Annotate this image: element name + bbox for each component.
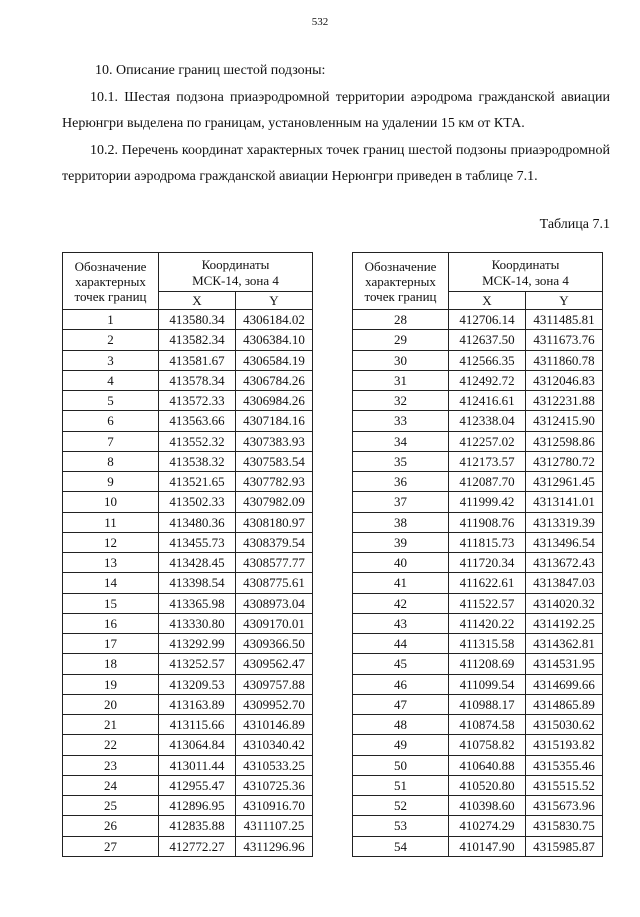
x-coordinate-cell: 413538.32: [159, 451, 236, 471]
point-number-cell: 21: [63, 715, 159, 735]
x-coordinate-cell: 412706.14: [449, 310, 526, 330]
y-coordinate-cell: 4308379.54: [236, 532, 313, 552]
header-y: Y: [236, 292, 313, 310]
table-row: [63, 492, 313, 512]
y-coordinate-cell: 4313847.03: [526, 573, 603, 593]
y-coordinate-cell: 4310340.42: [236, 735, 313, 755]
table-row: [353, 492, 603, 512]
y-coordinate-cell: 4315355.46: [526, 755, 603, 775]
x-coordinate-cell: 410988.17: [449, 694, 526, 714]
point-number-cell: 44: [353, 634, 449, 654]
table-body-right: [353, 310, 603, 857]
point-number-cell: 2: [63, 330, 159, 350]
y-coordinate-cell: 4310146.89: [236, 715, 313, 735]
y-coordinate-cell: 4310916.70: [236, 796, 313, 816]
point-number-cell: 28: [353, 310, 449, 330]
y-coordinate-cell: 4311485.81: [526, 310, 603, 330]
point-number-cell: 30: [353, 350, 449, 370]
point-number-cell: 11: [63, 512, 159, 532]
table-row: [353, 715, 603, 735]
point-number-cell: 54: [353, 836, 449, 856]
x-coordinate-cell: 412257.02: [449, 431, 526, 451]
point-number-cell: 45: [353, 654, 449, 674]
header-coordinates-title: Координаты: [201, 257, 270, 272]
table-row: [63, 613, 313, 633]
point-number-cell: 53: [353, 816, 449, 836]
point-number-cell: 18: [63, 654, 159, 674]
point-number-cell: 5: [63, 391, 159, 411]
point-number-cell: 14: [63, 573, 159, 593]
table-row: [63, 573, 313, 593]
x-coordinate-cell: 410398.60: [449, 796, 526, 816]
point-number-cell: 50: [353, 755, 449, 775]
y-coordinate-cell: 4306784.26: [236, 370, 313, 390]
point-number-cell: 25: [63, 796, 159, 816]
coordinates-table-right: [352, 252, 603, 857]
x-coordinate-cell: 412173.57: [449, 451, 526, 471]
x-coordinate-cell: 412637.50: [449, 330, 526, 350]
point-number-cell: 16: [63, 613, 159, 633]
header-point-label: Обозначение характерных точек границ: [353, 253, 449, 310]
x-coordinate-cell: 413163.89: [159, 694, 236, 714]
point-number-cell: 13: [63, 553, 159, 573]
y-coordinate-cell: 4311107.25: [236, 816, 313, 836]
y-coordinate-cell: 4306984.26: [236, 391, 313, 411]
table-row: [353, 593, 603, 613]
y-coordinate-cell: 4311673.76: [526, 330, 603, 350]
x-coordinate-cell: 413115.66: [159, 715, 236, 735]
table-row: [63, 634, 313, 654]
x-coordinate-cell: 413398.54: [159, 573, 236, 593]
table-row: [63, 472, 313, 492]
x-coordinate-cell: 413552.32: [159, 431, 236, 451]
point-number-cell: 37: [353, 492, 449, 512]
point-number-cell: 51: [353, 775, 449, 795]
x-coordinate-cell: 413521.65: [159, 472, 236, 492]
y-coordinate-cell: 4314020.32: [526, 593, 603, 613]
y-coordinate-cell: 4312231.88: [526, 391, 603, 411]
table-row: [353, 350, 603, 370]
y-coordinate-cell: 4306584.19: [236, 350, 313, 370]
point-number-cell: 23: [63, 755, 159, 775]
y-coordinate-cell: 4307184.16: [236, 411, 313, 431]
point-number-cell: 6: [63, 411, 159, 431]
x-coordinate-cell: 411315.58: [449, 634, 526, 654]
page-number: 532: [311, 16, 329, 28]
point-number-cell: 32: [353, 391, 449, 411]
y-coordinate-cell: 4312961.45: [526, 472, 603, 492]
table-row: [63, 816, 313, 836]
x-coordinate-cell: 413582.34: [159, 330, 236, 350]
x-coordinate-cell: 412492.72: [449, 370, 526, 390]
point-number-cell: 29: [353, 330, 449, 350]
table-row: [353, 431, 603, 451]
x-coordinate-cell: 411815.73: [449, 532, 526, 552]
point-number-cell: 19: [63, 674, 159, 694]
y-coordinate-cell: 4311860.78: [526, 350, 603, 370]
table-row: [63, 512, 313, 532]
x-coordinate-cell: 410147.90: [449, 836, 526, 856]
y-coordinate-cell: 4315985.87: [526, 836, 603, 856]
point-number-cell: 48: [353, 715, 449, 735]
point-number-cell: 20: [63, 694, 159, 714]
x-coordinate-cell: 413209.53: [159, 674, 236, 694]
point-number-cell: 47: [353, 694, 449, 714]
x-coordinate-cell: 410874.58: [449, 715, 526, 735]
header-y: Y: [526, 292, 603, 310]
point-number-cell: 46: [353, 674, 449, 694]
header-coordinates: [449, 253, 603, 292]
point-number-cell: 17: [63, 634, 159, 654]
table-row: [63, 370, 313, 390]
point-number-cell: 9: [63, 472, 159, 492]
table-row: [63, 674, 313, 694]
table-row: [63, 330, 313, 350]
x-coordinate-cell: 410758.82: [449, 735, 526, 755]
y-coordinate-cell: 4310725.36: [236, 775, 313, 795]
table-row: [353, 613, 603, 633]
x-coordinate-cell: 413330.80: [159, 613, 236, 633]
point-number-cell: 10: [63, 492, 159, 512]
point-number-cell: 1: [63, 310, 159, 330]
point-number-cell: 26: [63, 816, 159, 836]
header-point-label: Обозначение характерных точек границ: [63, 253, 159, 310]
x-coordinate-cell: 412835.88: [159, 816, 236, 836]
y-coordinate-cell: 4308577.77: [236, 553, 313, 573]
table-row: [353, 796, 603, 816]
x-coordinate-cell: 413365.98: [159, 593, 236, 613]
y-coordinate-cell: 4315193.82: [526, 735, 603, 755]
table-row: [63, 694, 313, 714]
table-row: [63, 391, 313, 411]
y-coordinate-cell: 4315830.75: [526, 816, 603, 836]
header-x: X: [449, 292, 526, 310]
table-row: [353, 674, 603, 694]
point-number-cell: 15: [63, 593, 159, 613]
y-coordinate-cell: 4314192.25: [526, 613, 603, 633]
point-number-cell: 12: [63, 532, 159, 552]
x-coordinate-cell: 413428.45: [159, 553, 236, 573]
table-row: [353, 573, 603, 593]
point-number-cell: 24: [63, 775, 159, 795]
x-coordinate-cell: 412566.35: [449, 350, 526, 370]
point-number-cell: 38: [353, 512, 449, 532]
y-coordinate-cell: 4309562.47: [236, 654, 313, 674]
x-coordinate-cell: 410274.29: [449, 816, 526, 836]
table-row: [353, 411, 603, 431]
table-row: [63, 350, 313, 370]
table-row: [353, 370, 603, 390]
header-coordinate-system: МСК-14, зона 4: [192, 273, 279, 288]
table-row: [353, 310, 603, 330]
x-coordinate-cell: 411622.61: [449, 573, 526, 593]
table-row: [353, 836, 603, 856]
y-coordinate-cell: 4307383.93: [236, 431, 313, 451]
x-coordinate-cell: 411099.54: [449, 674, 526, 694]
x-coordinate-cell: 413578.34: [159, 370, 236, 390]
point-number-cell: 27: [63, 836, 159, 856]
y-coordinate-cell: 4312415.90: [526, 411, 603, 431]
x-coordinate-cell: 412772.27: [159, 836, 236, 856]
y-coordinate-cell: 4307982.09: [236, 492, 313, 512]
y-coordinate-cell: 4312780.72: [526, 451, 603, 471]
x-coordinate-cell: 411522.57: [449, 593, 526, 613]
header-coordinates-title: Координаты: [491, 257, 560, 272]
point-number-cell: 33: [353, 411, 449, 431]
x-coordinate-cell: 413480.36: [159, 512, 236, 532]
table-row: [63, 775, 313, 795]
point-number-cell: 40: [353, 553, 449, 573]
header-coordinate-system: МСК-14, зона 4: [482, 273, 569, 288]
y-coordinate-cell: 4309170.01: [236, 613, 313, 633]
x-coordinate-cell: 412087.70: [449, 472, 526, 492]
x-coordinate-cell: 413581.67: [159, 350, 236, 370]
x-coordinate-cell: 413252.57: [159, 654, 236, 674]
y-coordinate-cell: 4307583.54: [236, 451, 313, 471]
table-row: [63, 593, 313, 613]
y-coordinate-cell: 4310533.25: [236, 755, 313, 775]
table-row: [353, 330, 603, 350]
y-coordinate-cell: 4307782.93: [236, 472, 313, 492]
point-number-cell: 34: [353, 431, 449, 451]
x-coordinate-cell: 413292.99: [159, 634, 236, 654]
table-row: [63, 735, 313, 755]
x-coordinate-cell: 412955.47: [159, 775, 236, 795]
y-coordinate-cell: 4314362.81: [526, 634, 603, 654]
y-coordinate-cell: 4309366.50: [236, 634, 313, 654]
point-number-cell: 43: [353, 613, 449, 633]
y-coordinate-cell: 4309952.70: [236, 694, 313, 714]
x-coordinate-cell: 413455.73: [159, 532, 236, 552]
table-row: [63, 553, 313, 573]
table-row: [353, 472, 603, 492]
point-number-cell: 31: [353, 370, 449, 390]
point-number-cell: 8: [63, 451, 159, 471]
y-coordinate-cell: 4306184.02: [236, 310, 313, 330]
y-coordinate-cell: 4308180.97: [236, 512, 313, 532]
x-coordinate-cell: 412416.61: [449, 391, 526, 411]
table-row: [63, 431, 313, 451]
table-row: [63, 451, 313, 471]
table-row: [353, 816, 603, 836]
y-coordinate-cell: 4315030.62: [526, 715, 603, 735]
table-row: [63, 755, 313, 775]
x-coordinate-cell: 411208.69: [449, 654, 526, 674]
x-coordinate-cell: 411720.34: [449, 553, 526, 573]
x-coordinate-cell: 413563.66: [159, 411, 236, 431]
y-coordinate-cell: 4313141.01: [526, 492, 603, 512]
point-number-cell: 52: [353, 796, 449, 816]
y-coordinate-cell: 4315673.96: [526, 796, 603, 816]
table-row: [353, 553, 603, 573]
point-number-cell: 39: [353, 532, 449, 552]
table-row: [353, 654, 603, 674]
table-row: [353, 775, 603, 795]
header-coordinates: [159, 253, 313, 292]
table-caption: Таблица 7.1: [539, 217, 610, 232]
y-coordinate-cell: 4313496.54: [526, 532, 603, 552]
table-row: [63, 836, 313, 856]
table-row: [63, 654, 313, 674]
section-heading: 10. Описание границ шестой подзоны:: [95, 63, 326, 78]
paragraph-10-2: 10.2. Перечень координат характерных точек границ шестой подзоны приаэродромной территории аэродрома гражданской авиации Нерюнгри приведен в таблице 7.1.: [62, 143, 610, 184]
table-row: [63, 796, 313, 816]
x-coordinate-cell: 411908.76: [449, 512, 526, 532]
point-number-cell: 41: [353, 573, 449, 593]
x-coordinate-cell: 412896.95: [159, 796, 236, 816]
y-coordinate-cell: 4312046.83: [526, 370, 603, 390]
table-row: [63, 310, 313, 330]
point-number-cell: 36: [353, 472, 449, 492]
table-row: [63, 411, 313, 431]
y-coordinate-cell: 4314531.95: [526, 654, 603, 674]
x-coordinate-cell: 412338.04: [449, 411, 526, 431]
y-coordinate-cell: 4313672.43: [526, 553, 603, 573]
point-number-cell: 42: [353, 593, 449, 613]
table-row: [353, 532, 603, 552]
y-coordinate-cell: 4315515.52: [526, 775, 603, 795]
table-body-left: [63, 310, 313, 857]
table-row: [63, 532, 313, 552]
table-row: [353, 391, 603, 411]
x-coordinate-cell: 411420.22: [449, 613, 526, 633]
y-coordinate-cell: 4309757.88: [236, 674, 313, 694]
x-coordinate-cell: 413064.84: [159, 735, 236, 755]
point-number-cell: 49: [353, 735, 449, 755]
x-coordinate-cell: 413011.44: [159, 755, 236, 775]
header-x: X: [159, 292, 236, 310]
table-row: [353, 755, 603, 775]
point-number-cell: 4: [63, 370, 159, 390]
y-coordinate-cell: 4306384.10: [236, 330, 313, 350]
x-coordinate-cell: 413572.33: [159, 391, 236, 411]
table-row: [353, 735, 603, 755]
table-row: [353, 694, 603, 714]
point-number-cell: 35: [353, 451, 449, 471]
x-coordinate-cell: 410640.88: [449, 755, 526, 775]
point-number-cell: 3: [63, 350, 159, 370]
table-row: [353, 451, 603, 471]
table-row: [353, 512, 603, 532]
y-coordinate-cell: 4314699.66: [526, 674, 603, 694]
coordinates-table-left: [62, 252, 313, 857]
table-row: [353, 634, 603, 654]
point-number-cell: 7: [63, 431, 159, 451]
x-coordinate-cell: 413580.34: [159, 310, 236, 330]
point-number-cell: 22: [63, 735, 159, 755]
y-coordinate-cell: 4308973.04: [236, 593, 313, 613]
y-coordinate-cell: 4308775.61: [236, 573, 313, 593]
y-coordinate-cell: 4312598.86: [526, 431, 603, 451]
x-coordinate-cell: 413502.33: [159, 492, 236, 512]
y-coordinate-cell: 4313319.39: [526, 512, 603, 532]
table-row: [63, 715, 313, 735]
y-coordinate-cell: 4314865.89: [526, 694, 603, 714]
x-coordinate-cell: 411999.42: [449, 492, 526, 512]
paragraph-10-1: 10.1. Шестая подзона приаэродромной территории аэродрома гражданской авиации Нерюнгри выделена по границам, установленным на удалении 15 км от КТА.: [62, 90, 610, 131]
x-coordinate-cell: 410520.80: [449, 775, 526, 795]
y-coordinate-cell: 4311296.96: [236, 836, 313, 856]
